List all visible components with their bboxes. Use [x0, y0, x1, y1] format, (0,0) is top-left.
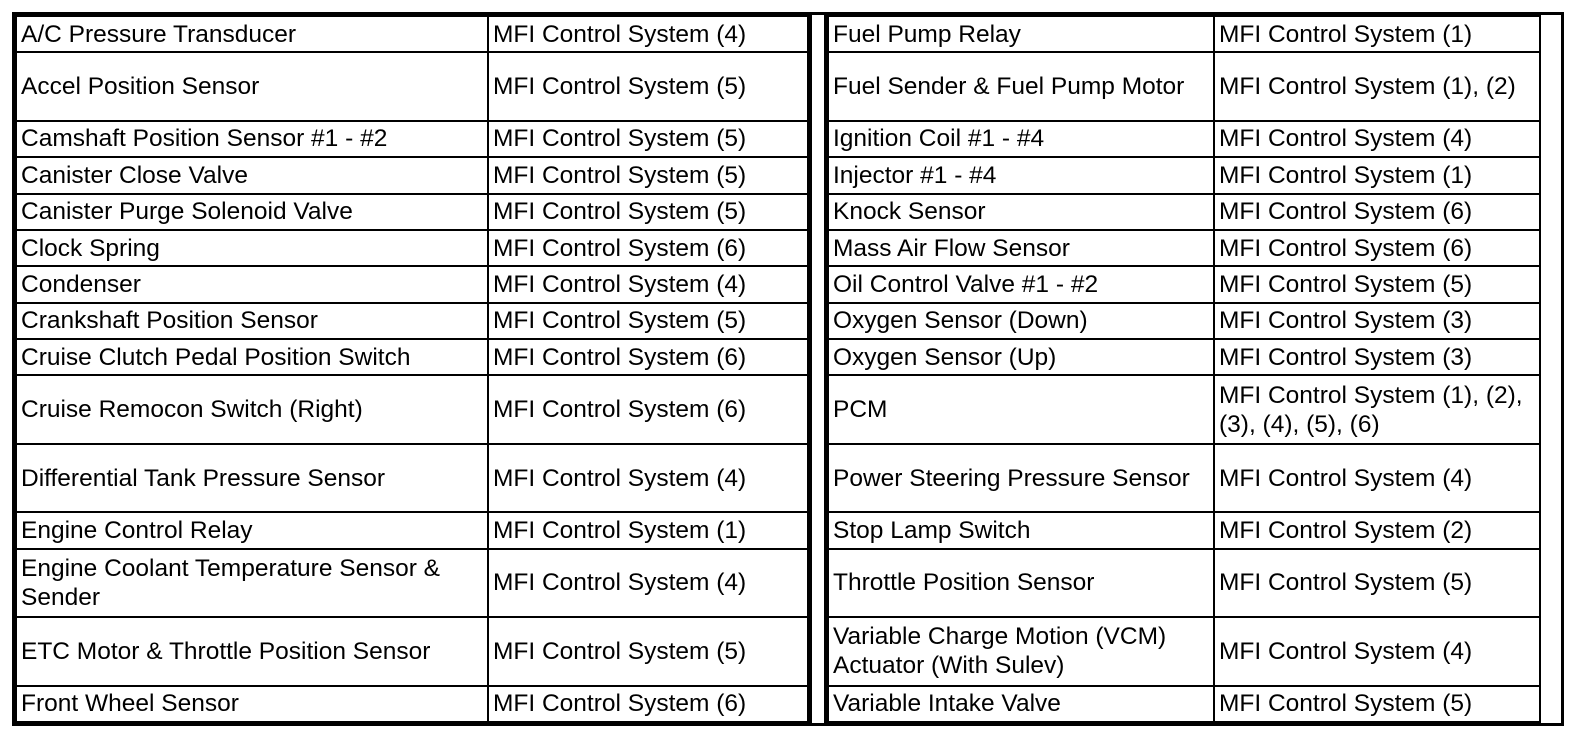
component-name-cell: Throttle Position Sensor	[828, 549, 1214, 617]
reference-cell: MFI Control System (3)	[1214, 339, 1540, 375]
reference-cell: MFI Control System (6)	[1214, 194, 1540, 230]
reference-cell: MFI Control System (4)	[488, 444, 808, 512]
reference-cell: MFI Control System (1)	[1214, 157, 1540, 193]
component-name-cell: Variable Charge Motion (VCM) Actuator (With Sulev)	[828, 617, 1214, 685]
component-name-cell: Oxygen Sensor (Down)	[828, 303, 1214, 339]
table-row	[828, 549, 1540, 617]
table-row	[16, 16, 808, 52]
table-row	[16, 52, 808, 120]
table-row	[828, 512, 1540, 548]
table-row	[828, 230, 1540, 266]
reference-cell: MFI Control System (4)	[1214, 444, 1540, 512]
component-name-cell: Power Steering Pressure Sensor	[828, 444, 1214, 512]
reference-cell: MFI Control System (5)	[488, 617, 808, 685]
component-name-cell: Camshaft Position Sensor #1 - #2	[16, 121, 488, 157]
component-name-cell: Cruise Remocon Switch (Right)	[16, 375, 488, 443]
table-row	[828, 266, 1540, 302]
table-row	[16, 686, 808, 723]
component-name-cell: Crankshaft Position Sensor	[16, 303, 488, 339]
table-row	[828, 194, 1540, 230]
table-row	[16, 444, 808, 512]
reference-cell: MFI Control System (4)	[1214, 617, 1540, 685]
component-name-cell: Engine Coolant Temperature Sensor & Sender	[16, 549, 488, 617]
component-name-cell: Variable Intake Valve	[828, 686, 1214, 723]
component-name-cell: A/C Pressure Transducer	[16, 16, 488, 52]
component-name-cell: Fuel Sender & Fuel Pump Motor	[828, 52, 1214, 120]
reference-cell: MFI Control System (6)	[488, 375, 808, 443]
component-name-cell: Clock Spring	[16, 230, 488, 266]
reference-cell: MFI Control System (4)	[488, 266, 808, 302]
component-index-frame	[12, 12, 1564, 726]
reference-cell: MFI Control System (6)	[1214, 230, 1540, 266]
reference-cell: MFI Control System (6)	[488, 230, 808, 266]
table-row	[16, 266, 808, 302]
reference-cell: MFI Control System (5)	[488, 52, 808, 120]
table-row	[16, 194, 808, 230]
reference-cell: MFI Control System (5)	[1214, 549, 1540, 617]
component-name-cell: Canister Purge Solenoid Valve	[16, 194, 488, 230]
reference-cell: MFI Control System (4)	[1214, 121, 1540, 157]
component-name-cell: Engine Control Relay	[16, 512, 488, 548]
component-table-left	[15, 15, 809, 723]
reference-cell: MFI Control System (6)	[488, 339, 808, 375]
reference-cell: MFI Control System (4)	[488, 549, 808, 617]
component-name-cell: Cruise Clutch Pedal Position Switch	[16, 339, 488, 375]
table-row	[828, 121, 1540, 157]
reference-cell: MFI Control System (5)	[488, 303, 808, 339]
table-row	[16, 230, 808, 266]
component-name-cell: Stop Lamp Switch	[828, 512, 1214, 548]
reference-cell: MFI Control System (6)	[488, 686, 808, 723]
component-name-cell: Differential Tank Pressure Sensor	[16, 444, 488, 512]
component-name-cell: Accel Position Sensor	[16, 52, 488, 120]
table-row	[16, 339, 808, 375]
table-row	[16, 121, 808, 157]
reference-cell: MFI Control System (1), (2)	[1214, 52, 1540, 120]
table-row	[828, 375, 1540, 443]
table-row	[828, 157, 1540, 193]
component-name-cell: Front Wheel Sensor	[16, 686, 488, 723]
component-name-cell: Knock Sensor	[828, 194, 1214, 230]
table-row	[16, 617, 808, 685]
component-name-cell: ETC Motor & Throttle Position Sensor	[16, 617, 488, 685]
component-table-right	[827, 15, 1541, 723]
table-row	[828, 16, 1540, 52]
component-name-cell: Oxygen Sensor (Up)	[828, 339, 1214, 375]
component-name-cell: Fuel Pump Relay	[828, 16, 1214, 52]
reference-cell: MFI Control System (5)	[488, 157, 808, 193]
component-name-cell: Oil Control Valve #1 - #2	[828, 266, 1214, 302]
table-row	[16, 303, 808, 339]
component-name-cell: Canister Close Valve	[16, 157, 488, 193]
reference-cell: MFI Control System (1)	[488, 512, 808, 548]
table-row	[828, 617, 1540, 685]
table-row	[16, 512, 808, 548]
table-row	[16, 157, 808, 193]
reference-cell: MFI Control System (1), (2), (3), (4), (5), (6)	[1214, 375, 1540, 443]
component-name-cell: Mass Air Flow Sensor	[828, 230, 1214, 266]
reference-cell: MFI Control System (5)	[1214, 266, 1540, 302]
reference-cell: MFI Control System (3)	[1214, 303, 1540, 339]
table-row	[828, 339, 1540, 375]
reference-cell: MFI Control System (1)	[1214, 16, 1540, 52]
component-name-cell: Condenser	[16, 266, 488, 302]
column-divider	[809, 15, 827, 723]
reference-cell: MFI Control System (5)	[1214, 686, 1540, 723]
reference-cell: MFI Control System (2)	[1214, 512, 1540, 548]
table-row	[828, 686, 1540, 723]
reference-cell: MFI Control System (5)	[488, 194, 808, 230]
table-row	[16, 549, 808, 617]
reference-cell: MFI Control System (5)	[488, 121, 808, 157]
reference-cell: MFI Control System (4)	[488, 16, 808, 52]
component-name-cell: Injector #1 - #4	[828, 157, 1214, 193]
table-row	[828, 52, 1540, 120]
table-row	[16, 375, 808, 443]
component-name-cell: PCM	[828, 375, 1214, 443]
component-name-cell: Ignition Coil #1 - #4	[828, 121, 1214, 157]
table-row	[828, 303, 1540, 339]
table-row	[828, 444, 1540, 512]
